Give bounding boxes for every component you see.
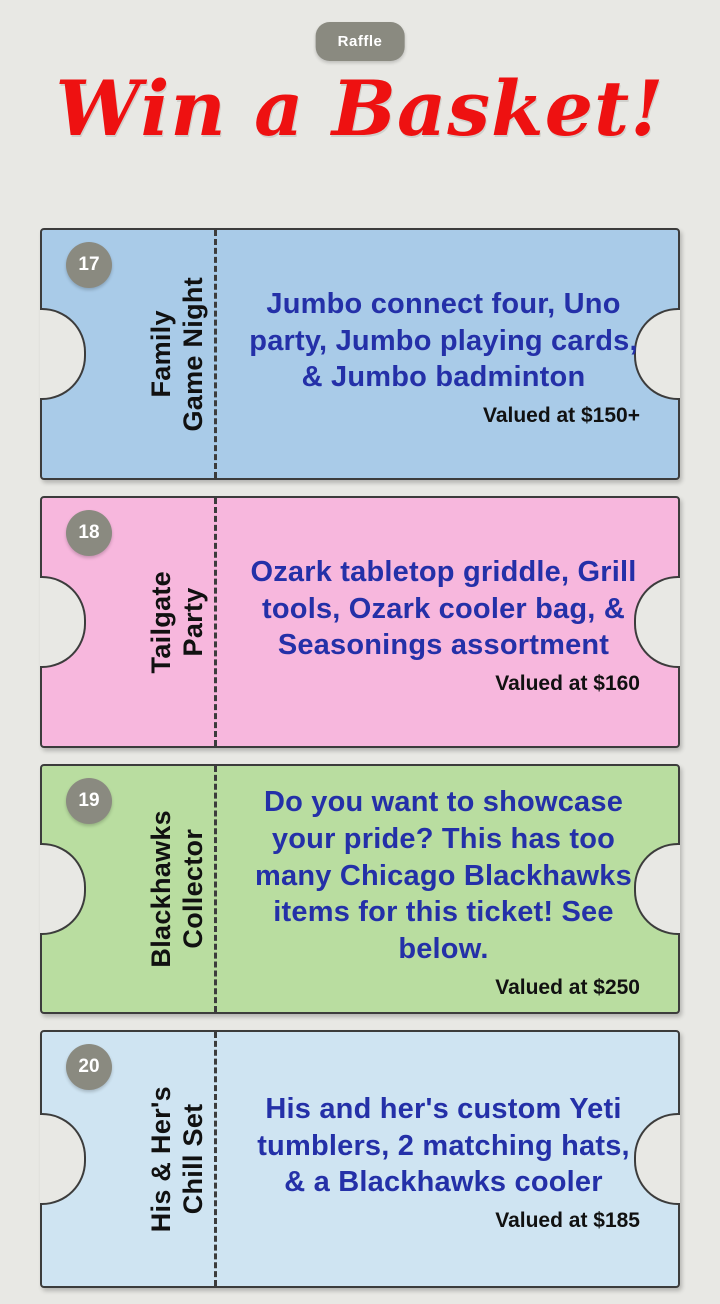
ticket-list xyxy=(40,228,680,1304)
ticket-number: 19 xyxy=(66,778,112,824)
stub-title-line1: Family xyxy=(146,310,177,398)
ticket-value: Valued at $250 xyxy=(495,976,640,1000)
ticket-stub-title xyxy=(146,1078,210,1240)
stub-title-line2: Party xyxy=(178,587,209,657)
ticket-value: Valued at $185 xyxy=(495,1209,640,1233)
header xyxy=(0,0,720,200)
stub-title-line1: Tailgate xyxy=(146,570,177,674)
stub-title-line1: His & Her's xyxy=(146,1085,177,1233)
ticket-stub xyxy=(42,766,217,1012)
ticket-description: Jumbo connect four, Uno party, Jumbo playing cards, & Jumbo badminton xyxy=(249,287,638,394)
ticket-body xyxy=(217,498,678,746)
stub-title-line2: Collector xyxy=(178,829,209,949)
ticket-body xyxy=(217,230,678,478)
ticket-body xyxy=(217,766,678,1012)
stub-title-line2: Chill Set xyxy=(178,1103,209,1215)
ticket-stub xyxy=(42,498,217,746)
ticket-row[interactable] xyxy=(40,1030,680,1288)
ticket-stub-title xyxy=(146,563,210,681)
stub-title-line1: Blackhawks xyxy=(146,810,177,968)
ticket-number: 20 xyxy=(66,1044,112,1090)
ticket-value: Valued at $160 xyxy=(495,672,640,696)
ticket-description: Do you want to showcase your pride? This has too many Chicago Blackhawks items for this ticket! See below. xyxy=(255,785,632,966)
ticket-value: Valued at $150+ xyxy=(482,404,640,428)
stub-title-line2: Game Night xyxy=(178,276,209,432)
ticket-number: 18 xyxy=(66,510,112,556)
ticket-row[interactable] xyxy=(40,496,680,748)
ticket-row[interactable] xyxy=(40,764,680,1014)
ticket-number: 17 xyxy=(66,242,112,288)
ticket-description: Ozark tabletop griddle, Grill tools, Ozark cooler bag, & Seasonings assortment xyxy=(250,555,637,662)
ticket-description: His and her's custom Yeti tumblers, 2 matching hats, & a Blackhawks cooler xyxy=(257,1092,630,1199)
ticket-row[interactable] xyxy=(40,228,680,480)
raffle-badge: Raffle xyxy=(316,22,405,61)
ticket-stub xyxy=(42,230,217,478)
ticket-body xyxy=(217,1032,678,1286)
ticket-stub-title xyxy=(146,802,210,976)
page-title: Win a Basket! xyxy=(55,64,665,153)
ticket-stub-title xyxy=(146,269,210,440)
ticket-stub xyxy=(42,1032,217,1286)
